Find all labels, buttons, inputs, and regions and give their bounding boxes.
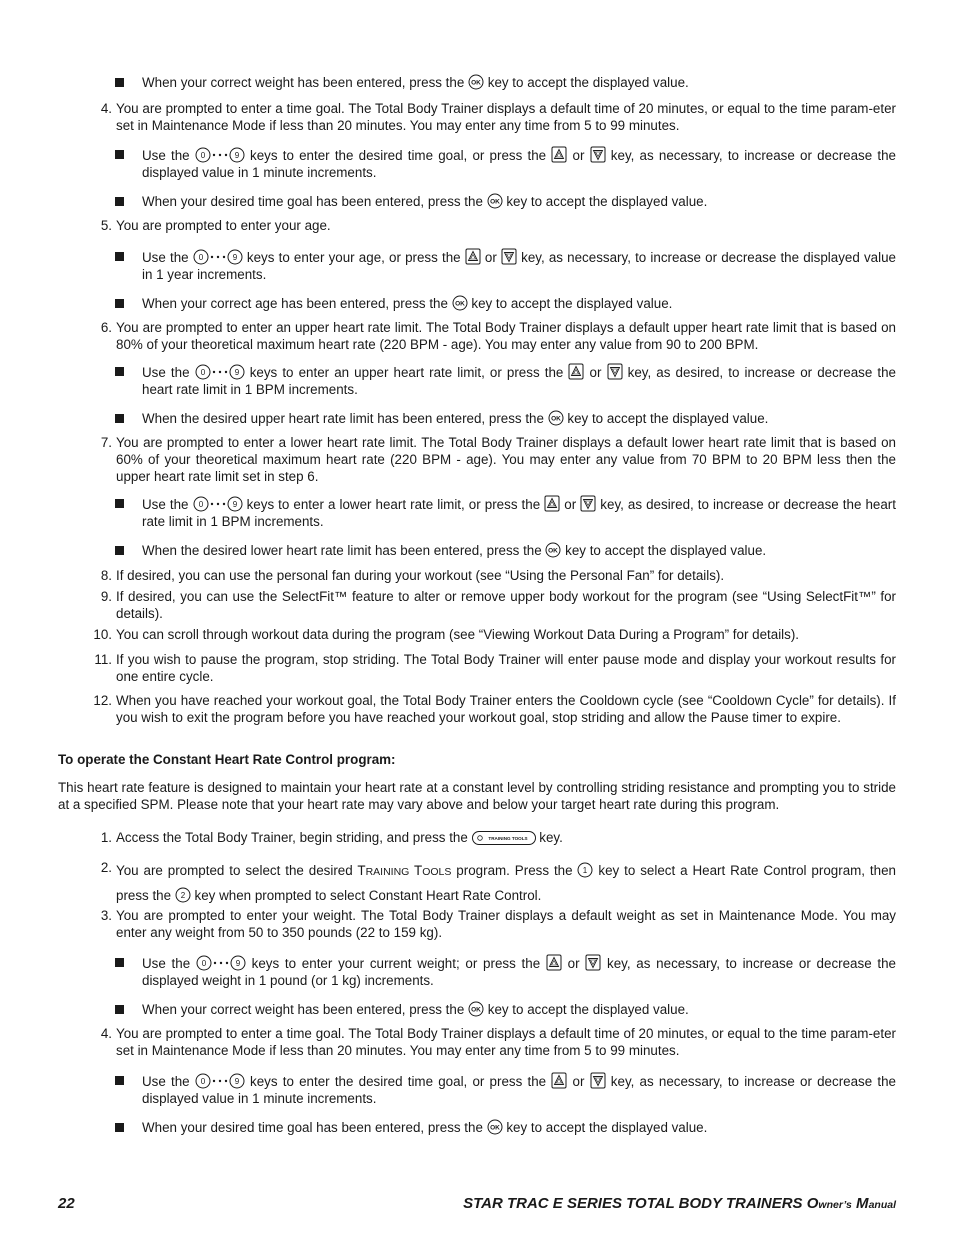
bullet-item (115, 1119, 896, 1136)
text-run: Use the (142, 497, 193, 512)
digit-range-keys-icon (195, 1073, 245, 1089)
text-run: or (480, 250, 501, 265)
bullet-square-icon (115, 197, 124, 206)
footer-title-apos: ’ (843, 1199, 847, 1211)
svg-text:OK: OK (489, 1124, 500, 1132)
numbered-step (90, 319, 896, 353)
bullet-square-icon (115, 367, 124, 376)
step-text (116, 907, 896, 941)
svg-text:9: 9 (234, 151, 240, 160)
text-run: When the desired upper heart rate limit has been entered, press the (142, 411, 548, 426)
bullet-item (115, 1001, 896, 1018)
text-run: or (567, 148, 590, 163)
bullet-text (142, 495, 896, 530)
down-arrow-key-icon (590, 146, 606, 163)
bullet-square-icon (115, 1005, 124, 1014)
text-run: You are prompted to enter a lower heart rate limit. The Total Body Trainer displays a default lower heart rate limit that is based on 60% of your theoretical maximum heart rate (220 BPM - age). You may enter any value from 70 BPM to 20 BPM less then the upper heart rate limit set in step 6. (116, 435, 896, 484)
text-run: or (584, 365, 607, 380)
digit-2-key-icon (175, 887, 191, 903)
text-run: When your correct weight has been entered, press the (142, 75, 469, 90)
bullet-square-icon (115, 1123, 124, 1132)
text-run: You are prompted to enter a time goal. The Total Body Trainer displays a default time of 20 minutes, or equal to the time param-eter set in Maintenance Mode if less than 20 minutes. You may enter any time from 5 to 99 minutes. (116, 1026, 896, 1058)
text-run: If desired, you can use the personal fan during your workout (see “Using the Personal Fan” for details). (116, 568, 725, 583)
bullet-item (115, 410, 896, 427)
step-number: 8. (100, 568, 112, 583)
text-run: When you have reached your workout goal, the Total Body Trainer enters the Cooldown cycle (see “Cooldown Cycle” for details). If you wish to exit the program before you have reached your workout goal, stop striding and allow the Pause timer to expire. (116, 693, 896, 725)
small-caps-term: TRAINING TOOLS (357, 863, 452, 878)
svg-text:OK: OK (454, 300, 465, 308)
bullet-text (142, 1001, 896, 1018)
digit-range-keys-icon (196, 955, 246, 971)
numbered-step (90, 651, 896, 685)
ok-key-icon (545, 542, 561, 558)
ok-key-icon (468, 74, 484, 90)
text-run: You are prompted to enter your age. (116, 218, 331, 233)
step-number: 12. (93, 693, 112, 708)
text-run: Use the (142, 250, 193, 265)
text-run: key. (535, 830, 563, 845)
text-run: key to accept the displayed value. (563, 411, 769, 426)
bullet-item (115, 542, 896, 559)
up-arrow-key-icon (568, 363, 584, 380)
text-run: key, as desired, to increase or decrease the heart rate limit in 1 BPM increments. (142, 497, 896, 529)
bullet-text (142, 363, 896, 398)
step-number: 3. (100, 908, 112, 923)
step-number: 6. (100, 320, 112, 335)
text-run: key to accept the displayed value. (502, 1120, 708, 1135)
down-arrow-key-icon (580, 495, 596, 512)
text-run: When your desired time goal has been entered, press the (142, 1120, 487, 1135)
text-run: key, as necessary, to increase or decrease the displayed weight in 1 pound (or 1 kg) increments. (142, 956, 896, 988)
svg-text:OK: OK (489, 198, 500, 206)
ok-key-icon (548, 410, 564, 426)
text-run: key to accept the displayed value. (467, 296, 673, 311)
bullet-item (115, 295, 896, 312)
step-number: 11. (94, 652, 112, 667)
numbered-step (90, 434, 896, 485)
step-text (116, 100, 896, 134)
bullet-item (115, 954, 896, 988)
step-number: 4. (100, 101, 112, 116)
text-run: Use the (142, 956, 196, 971)
text-run: keys to enter your age, or press the (242, 250, 465, 265)
text-run: Access the Total Body Trainer, begin striding, and press the (116, 830, 472, 845)
footer-title-o: O (806, 1195, 819, 1212)
svg-text:OK: OK (471, 79, 481, 87)
bullet-item (115, 248, 896, 282)
svg-text:9: 9 (235, 959, 241, 968)
ok-key-icon (468, 1001, 484, 1017)
text-run: To operate the Constant Heart Rate Control program: (58, 752, 396, 767)
bullet-item (115, 1072, 896, 1106)
text-run: keys to enter the desired time goal, or press the (244, 1074, 552, 1089)
digit-range-keys-icon (195, 364, 245, 380)
text-run: keys to enter your current weight; or press the (245, 956, 546, 971)
text-run: If you wish to pause the program, stop striding. The Total Body Trainer will enter pause mode and display your workout results for one entire cycle. (116, 652, 896, 684)
text-run: When your correct age has been entered, press the (142, 296, 452, 311)
down-arrow-key-icon (590, 1072, 606, 1089)
numbered-step (90, 859, 896, 903)
svg-text:OK: OK (550, 415, 561, 423)
step-text (116, 567, 896, 584)
text-run: You are prompted to select the desired (116, 863, 358, 878)
footer-title (463, 1195, 896, 1212)
digit-1-key-icon (577, 862, 593, 878)
up-arrow-key-icon (546, 954, 562, 971)
step-text (116, 434, 896, 485)
numbered-step (90, 567, 896, 584)
up-arrow-key-icon (551, 146, 567, 163)
digit-range-keys-icon (195, 147, 245, 163)
numbered-step (90, 588, 896, 622)
step-text (116, 588, 896, 622)
footer-title-anual: anual (868, 1199, 896, 1211)
text-run: keys to enter a lower heart rate limit, or press the (242, 497, 545, 512)
text-run: You are prompted to enter a time goal. The Total Body Trainer displays a default time of 20 minutes, or equal to the time param-eter set in Maintenance Mode if less than 20 minutes. You may enter any time from 5 to 99 minutes. (116, 101, 896, 133)
text-run: key, as necessary, to increase or decrease the displayed value in 1 year increments. (142, 250, 896, 282)
ok-key-icon (452, 295, 468, 311)
numbered-step (90, 626, 896, 643)
text-run: or (560, 497, 581, 512)
step-text (116, 692, 896, 726)
bullet-square-icon (115, 414, 124, 423)
bullet-item (115, 146, 896, 180)
footer-title-s: s (846, 1199, 852, 1211)
svg-text:0: 0 (198, 253, 203, 262)
step-text (116, 829, 896, 846)
svg-text:0: 0 (198, 500, 203, 509)
step-text (116, 217, 896, 234)
down-arrow-key-icon (607, 363, 623, 380)
text-run: When your correct weight has been entered, press the (142, 1002, 469, 1017)
bullet-square-icon (115, 150, 124, 159)
text-run: You can scroll through workout data during the program (see “Viewing Workout Data During a Program” for details). (116, 627, 800, 642)
ok-key-icon (487, 193, 503, 209)
text-run: keys to enter an upper heart rate limit, or press the (244, 365, 569, 380)
bullet-square-icon (115, 78, 124, 87)
text-run: key when prompted to select Constant Heart Rate Control. (190, 888, 542, 903)
step-text (116, 1025, 896, 1059)
text-run: Use the (142, 1074, 195, 1089)
step-number: 9. (100, 589, 112, 604)
svg-text:0: 0 (200, 1077, 206, 1086)
text-run: Use the (142, 148, 195, 163)
text-run: key to accept the displayed value. (502, 194, 708, 209)
step-number: 7. (100, 435, 112, 450)
page-number: 22 (58, 1195, 75, 1212)
bullet-item (115, 495, 896, 529)
footer-title-wner: wner (818, 1199, 844, 1211)
text-run: You are prompted to enter your weight. The Total Body Trainer displays a default weight as set in Maintenance Mode. You may enter any weight from 50 to 350 pounds (22 to 159 kg). (116, 908, 896, 940)
svg-text:TRAINING TOOLS: TRAINING TOOLS (487, 836, 528, 841)
text-run: You are prompted to enter an upper heart rate limit. The Total Body Trainer displays a default upper heart rate limit that is based on 80% of your theoretical maximum heart rate (220 BPM - age). You may enter any value from 90 to 200 BPM. (116, 320, 896, 352)
step-text (116, 651, 896, 685)
up-arrow-key-icon (465, 248, 481, 265)
down-arrow-key-icon (585, 954, 601, 971)
text-run: program. Press the (451, 863, 578, 878)
step-number: 5. (100, 218, 112, 233)
bullet-text (142, 1072, 896, 1107)
up-arrow-key-icon (544, 495, 560, 512)
bullet-text (142, 1119, 896, 1136)
bullet-text (142, 542, 896, 559)
step-number: 1. (100, 830, 112, 845)
step-text (116, 626, 896, 643)
text-run: keys to enter the desired time goal, or press the (244, 148, 552, 163)
text-run: When the desired lower heart rate limit has been entered, press the (142, 543, 546, 558)
bullet-text (142, 954, 896, 989)
section-heading (58, 751, 396, 768)
text-run: Use the (142, 365, 195, 380)
svg-text:9: 9 (232, 500, 237, 509)
numbered-step (90, 907, 896, 941)
svg-text:OK: OK (548, 547, 559, 555)
bullet-square-icon (115, 499, 124, 508)
bullet-text (142, 295, 896, 312)
up-arrow-key-icon (551, 1072, 567, 1089)
bullet-square-icon (115, 299, 124, 308)
svg-text:9: 9 (234, 1077, 240, 1086)
bullet-text (142, 248, 896, 283)
numbered-step (90, 1025, 896, 1059)
footer-title-m: M (851, 1195, 869, 1212)
digit-range-keys-icon (193, 496, 243, 512)
numbered-step (90, 829, 896, 846)
bullet-square-icon (115, 546, 124, 555)
text-run: key to accept the displayed value. (484, 1002, 689, 1017)
svg-text:0: 0 (200, 151, 206, 160)
text-run: When your desired time goal has been entered, press the (142, 194, 487, 209)
text-run: or (561, 956, 586, 971)
bullet-item (115, 363, 896, 397)
bullet-text (142, 193, 896, 210)
step-number: 4. (100, 1026, 112, 1041)
bullet-item (115, 74, 896, 91)
text-run: key to select a Heart Rate Control program, then press the (116, 863, 896, 903)
svg-text:0: 0 (201, 959, 207, 968)
digit-range-keys-icon (193, 249, 243, 265)
numbered-step (90, 100, 896, 134)
step-text (116, 859, 896, 907)
svg-text:0: 0 (200, 368, 205, 377)
bullet-text (142, 146, 896, 181)
training-tools-key-icon (472, 831, 536, 845)
svg-text:2: 2 (180, 891, 186, 900)
text-run: key to accept the displayed value. (561, 543, 767, 558)
numbered-step (90, 692, 896, 743)
text-run: key, as necessary, to increase or decrease the displayed value in 1 minute increments. (142, 148, 896, 180)
svg-text:1: 1 (583, 866, 588, 875)
svg-text:9: 9 (232, 253, 237, 262)
bullet-text (142, 74, 896, 91)
bullet-item (115, 193, 896, 210)
numbered-step (90, 217, 896, 234)
step-number: 2. (100, 860, 112, 875)
text-run: key to accept the displayed value. (484, 75, 689, 90)
step-text (116, 319, 896, 353)
text-run: or (567, 1074, 590, 1089)
text-run: This heart rate feature is designed to maintain your heart rate at a constant level by controlling striding resistance and prompting you to stride at a specified SPM. Please note that your heart rate may vary above and below your target heart rate during this program. (58, 780, 896, 812)
text-run: If desired, you can use the SelectFit™ feature to alter or remove upper body workout for the program (see “Using SelectFit™” for details). (116, 589, 896, 621)
text-run: key, as desired, to increase or decrease the heart rate limit in 1 BPM increments. (142, 365, 896, 397)
step-number: 10. (93, 627, 112, 642)
text-run: key, as necessary, to increase or decrease the displayed value in 1 minute increments. (142, 1074, 896, 1106)
footer-title-main: STAR TRAC E SERIES TOTAL BODY TRAINERS (463, 1195, 807, 1212)
bullet-text (142, 410, 896, 427)
svg-text:9: 9 (234, 368, 239, 377)
ok-key-icon (487, 1119, 503, 1135)
body-paragraph (58, 779, 896, 813)
svg-text:OK: OK (471, 1006, 481, 1014)
down-arrow-key-icon (501, 248, 517, 265)
bullet-square-icon (115, 958, 124, 967)
bullet-square-icon (115, 1076, 124, 1085)
bullet-square-icon (115, 252, 124, 261)
